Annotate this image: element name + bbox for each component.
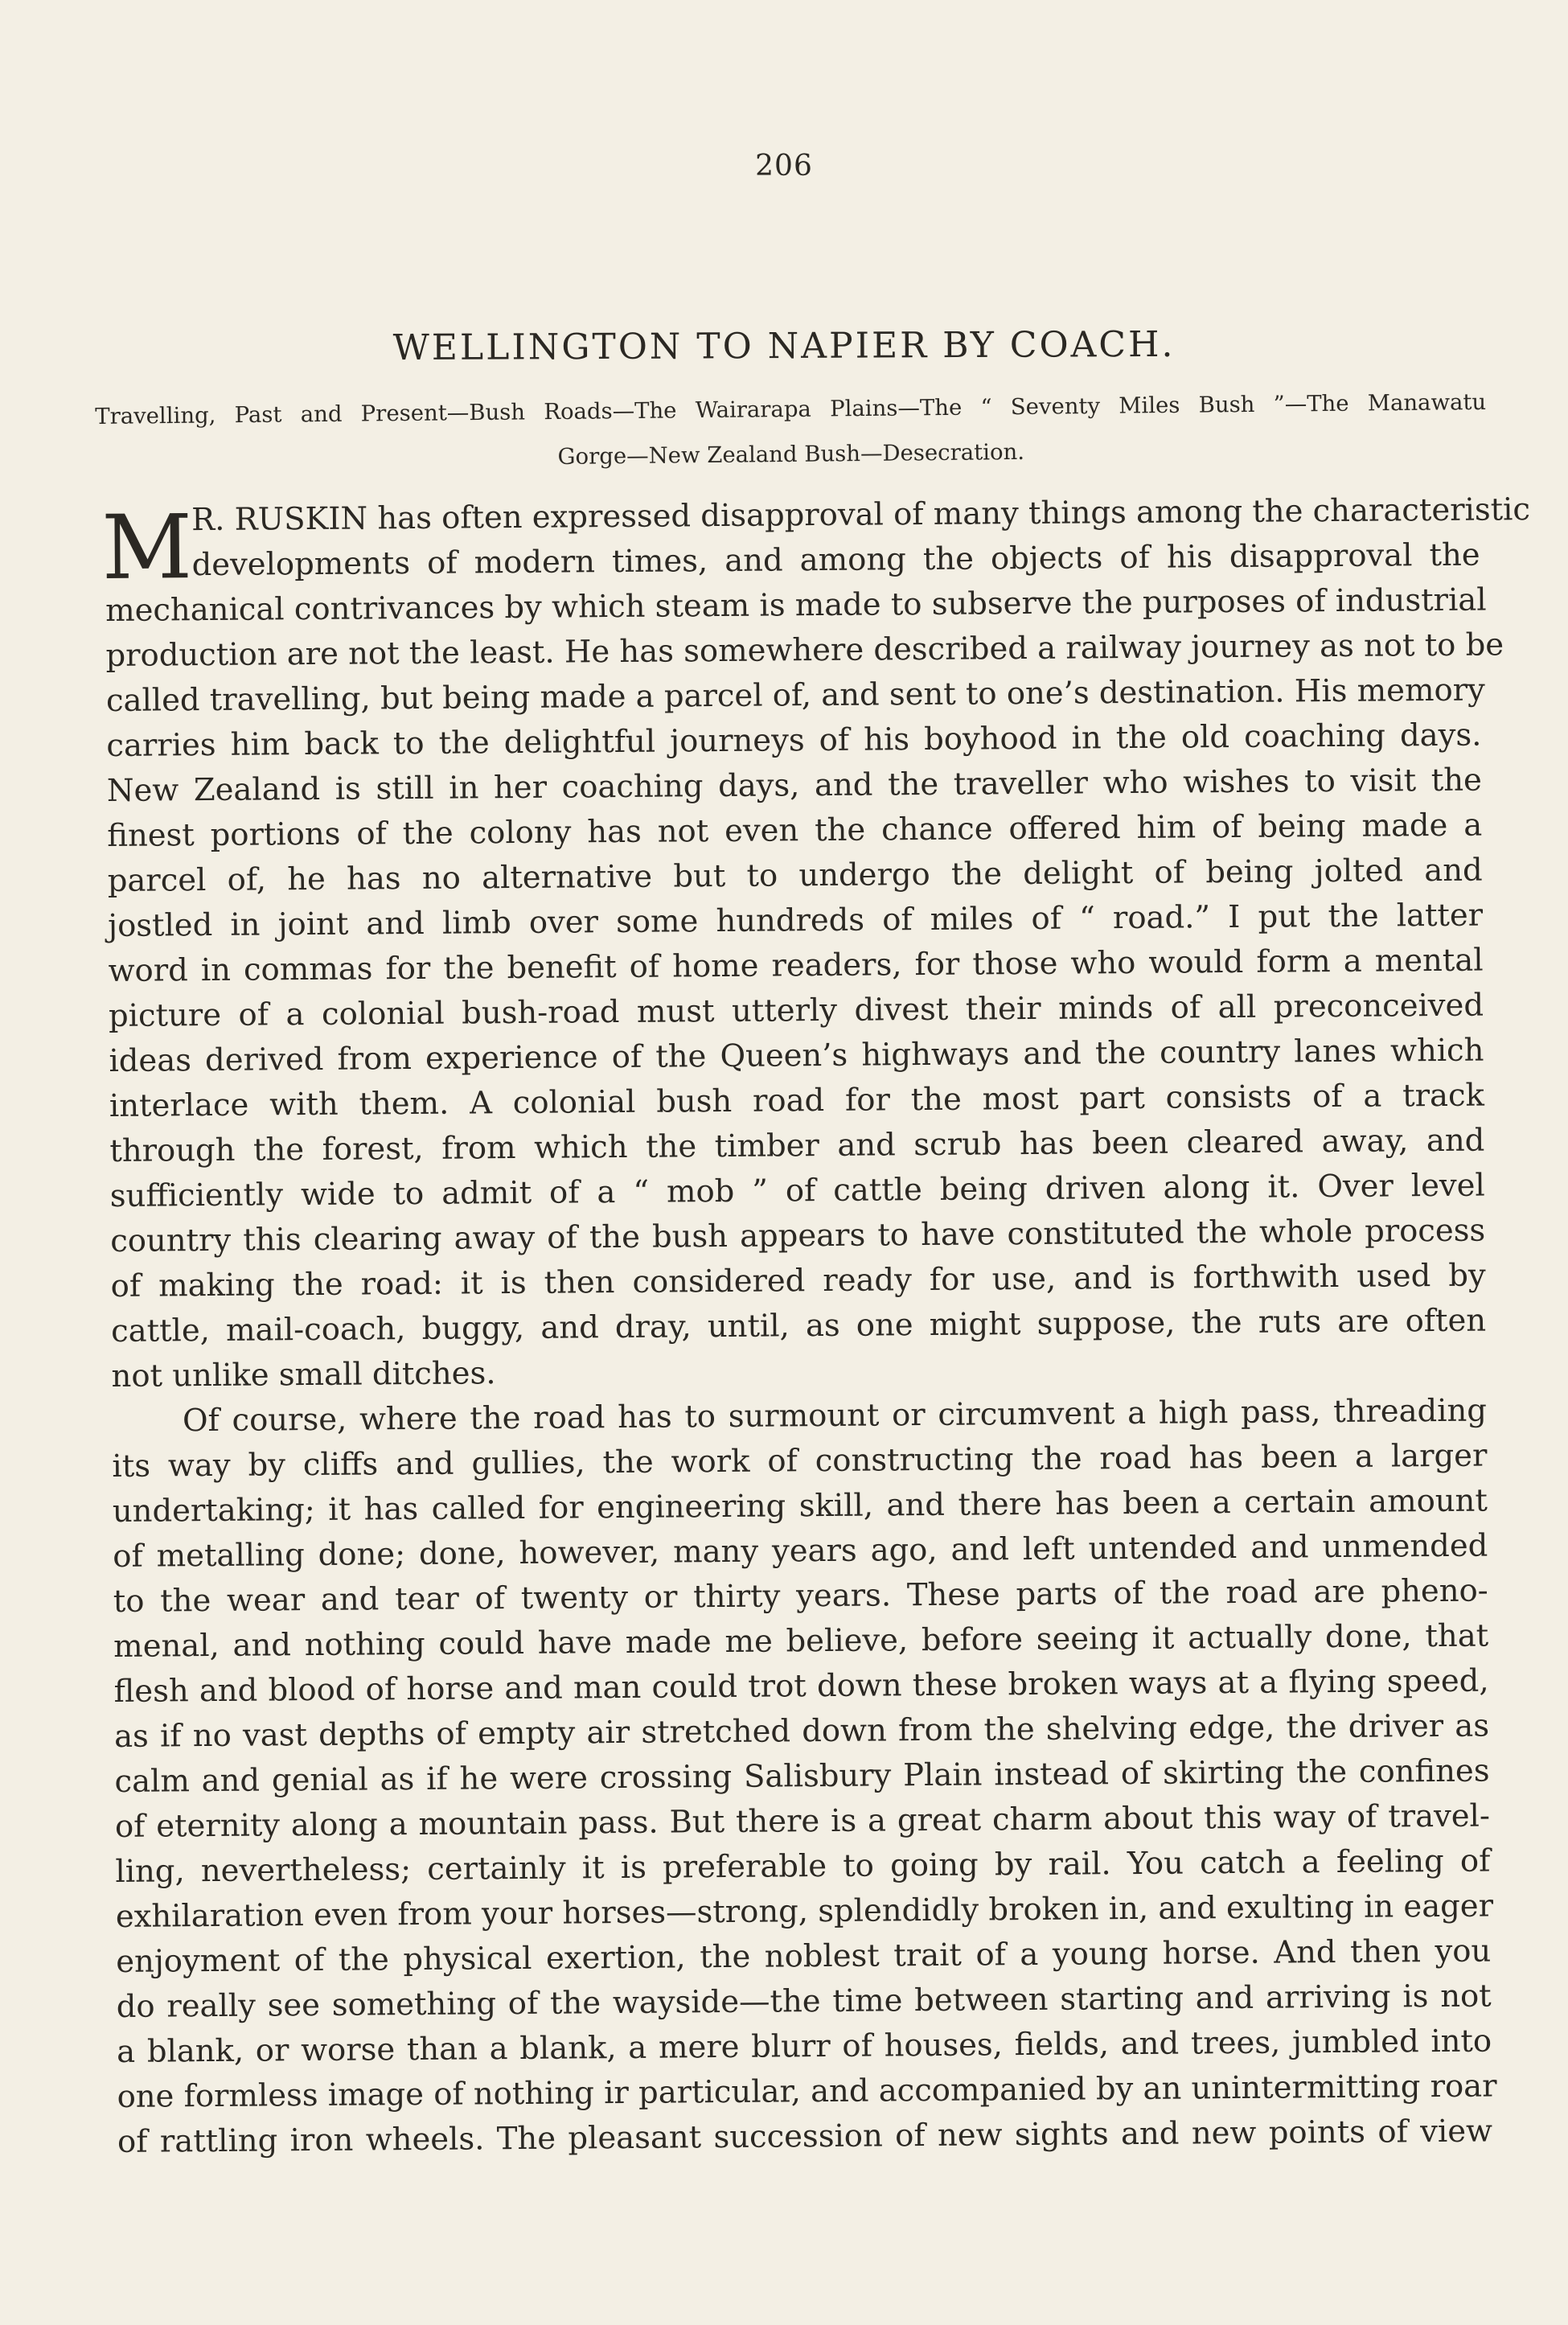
text-line: do really see something of the wayside—the time between starting and arriving is not — [116, 1978, 1492, 2025]
text-line: undertaking; it has called for engineering skill, and there has been a certain amount — [112, 1482, 1488, 1530]
drop-cap: M — [101, 495, 193, 600]
text-line: jostled in joint and limb over some hundreds of miles of “ road.” I put the latter — [107, 897, 1484, 944]
text-line: called travelling, but being made a parcel of, and sent to one’s destination. His memory — [105, 672, 1485, 719]
paragraph-1 — [101, 488, 1531, 1399]
text-line: developments of modern times, and among the objects of his disapproval the — [191, 536, 1480, 584]
text-line: a blank, or worse than a blank, a mere blurr of houses, fields, and trees, jumbled into — [116, 2023, 1492, 2070]
text-line: one formless image of nothing ir particular, and accompanied by an unintermitting roar — [117, 2068, 1497, 2115]
text-line: as if no vast depths of empty air stretched down from the shelving edge, the driver as — [113, 1707, 1490, 1755]
text-line: not unlike small ditches. — [111, 1355, 496, 1395]
synopsis-line: Gorge—New Zealand Bush—Desecration. — [557, 438, 1025, 470]
text-line: country this clearing away of the bush appears to have constituted the whole process — [110, 1212, 1486, 1259]
text-line: of metalling done; done, however, many years ago, and left untended and unmended — [113, 1527, 1488, 1575]
text-line: ling, nevertheless; certainly it is preferable to going by rail. You catch a feeling of — [115, 1842, 1491, 1890]
text-line: of making the road: it is then considered ready for use, and is forthwith used by — [110, 1257, 1486, 1304]
text-line: sufficiently wide to admit of a “ mob ” of cattle being driven along it. Over level — [109, 1167, 1485, 1214]
text-line: finest portions of the colony has not even the chance offered him of being made a — [107, 807, 1483, 854]
text-line: ideas derived from experience of the Queen’s highways and the country lanes which — [109, 1032, 1484, 1079]
synopsis-line: Travelling, Past and Present—Bush Roads—The Wairarapa Plains—The “ Seventy Miles Bush ”—The Manawatu — [95, 388, 1487, 429]
text-line: to the wear and tear of twenty or thirty years. These parts of the road are pheno- — [113, 1572, 1488, 1620]
text-line: of eternity along a mountain pass. But there is a great charm about this way of travel- — [114, 1797, 1491, 1845]
article-body — [101, 488, 1531, 2165]
text-line: word in commas for the benefit of home readers, for those who would form a mental — [108, 942, 1484, 989]
text-line: exhilaration even from your horses—strong, splendidly broken in, and exulting in eager — [115, 1888, 1494, 1935]
paragraph-2 — [112, 1389, 1497, 2165]
text-line: mechanical contrivances by which steam is made to subserve the purposes of industrial — [105, 581, 1487, 629]
text-line: its way by cliffs and gullies, the work of constructing the road has been a larger — [112, 1437, 1488, 1485]
text-line: parcel of, he has no alternative but to undergo the delight of being jolted and — [107, 852, 1483, 899]
text-line: calm and genial as if he were crossing Salisbury Plain instead of skirting the confines — [114, 1752, 1490, 1800]
text-line: New Zealand is still in her coaching days, and the traveller who wishes to visit the — [106, 762, 1482, 809]
chapter-title: WELLINGTON TO NAPIER BY COACH. — [392, 323, 1176, 369]
text-line: cattle, mail-coach, buggy, and dray, until, as one might suppose, the ruts are often — [110, 1302, 1487, 1349]
text-line: Of course, where the road has to surmount or circumvent a high pass, threading — [182, 1392, 1488, 1440]
text-line: R. RUSKIN has often expressed disapproval of many things among the characteristic — [191, 491, 1531, 539]
text-line: interlace with them. A colonial bush road for the most part consists of a track — [109, 1077, 1485, 1124]
chapter-synopsis — [95, 381, 1487, 486]
text-line: carries him back to the delightful journeys of his boyhood in the old coaching days. — [106, 717, 1482, 764]
text-line: picture of a colonial bush-road must utterly divest their minds of all preconceived — [108, 987, 1484, 1034]
text-line: through the forest, from which the timber and scrub has been cleared away, and — [109, 1122, 1485, 1169]
text-line: of rattling iron wheels. The pleasant succession of new sights and new points of view — [117, 2113, 1493, 2160]
text-line: menal, and nothing could have made me believe, before seeing it actually done, that — [113, 1617, 1489, 1665]
text-line: flesh and blood of horse and man could trot down these broken ways at a flying speed, — [113, 1662, 1489, 1710]
text-line: enjoyment of the physical exertion, the noblest trait of a young horse. And then you — [116, 1933, 1492, 1980]
page-number: 206 — [755, 150, 813, 183]
text-line: production are not the least. He has somewhere described a railway journey as not to be — [105, 626, 1504, 674]
